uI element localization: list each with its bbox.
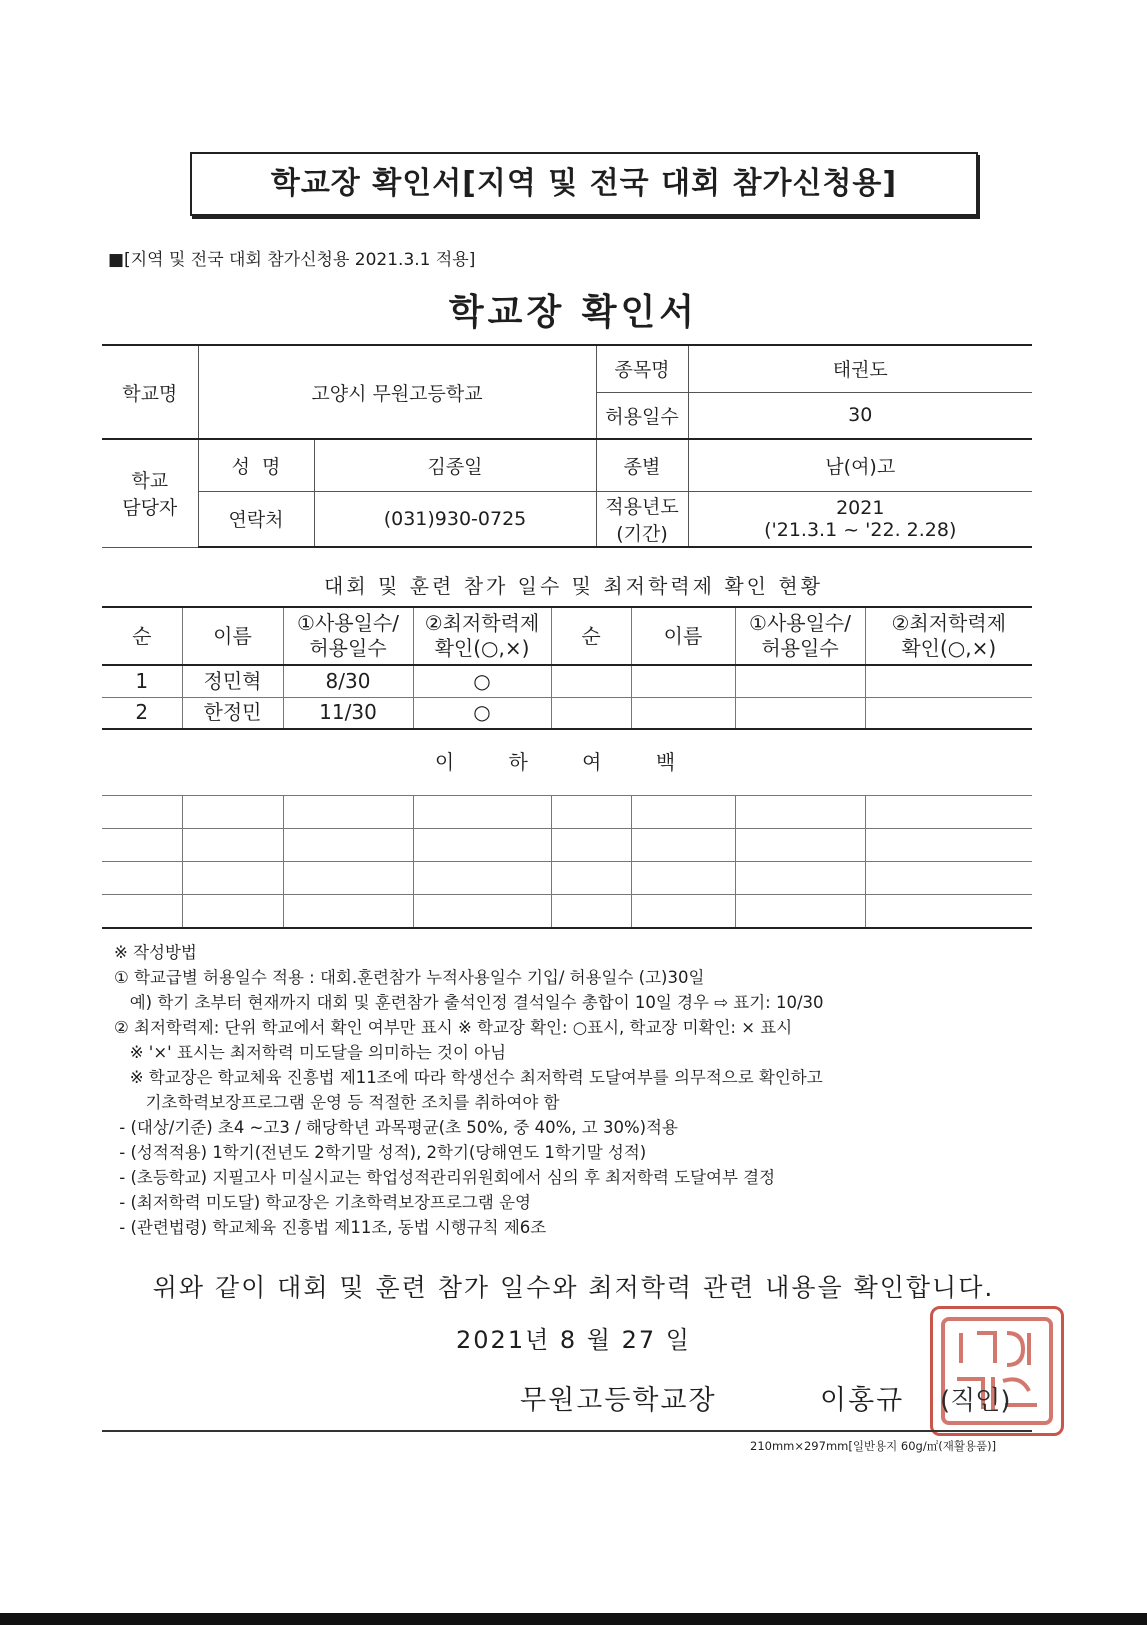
- empty-cell: [735, 861, 865, 894]
- school-info-table: [102, 344, 1032, 548]
- year-label: [596, 491, 688, 547]
- header-min-line-1: ②최저학력제: [424, 611, 540, 635]
- empty-cell: [102, 894, 182, 928]
- empty-cell: [631, 697, 735, 729]
- header-note: ■[지역 및 전국 대회 참가신청용 2021.3.1 적용]: [108, 250, 476, 270]
- empty-cell: [413, 894, 551, 928]
- row-confirm: ○: [413, 697, 551, 729]
- empty-cell: [283, 828, 413, 861]
- event-label: 종목명: [596, 345, 688, 392]
- section-heading: 대회 및 훈련 참가 일수 및 최저학력제 확인 현황: [324, 574, 823, 598]
- empty-cell: [413, 828, 551, 861]
- form-title: 학교장 확인서[지역 및 전국 대회 참가신청용]: [270, 166, 898, 201]
- instruction-line: - (관련법령) 학교체육 진흥법 제11조, 동법 시행규칙 제6조: [114, 1218, 547, 1237]
- empty-cell: [735, 828, 865, 861]
- staff-name-label: 성 명: [198, 439, 314, 491]
- staff-name-value: 김종일: [314, 439, 596, 491]
- staff-label: [102, 439, 198, 547]
- header-name: 이름: [182, 607, 283, 665]
- bottom-divider: [102, 1430, 1032, 1432]
- staff-label-line-1: 학교: [131, 470, 169, 493]
- bottom-scan-edge: [0, 1613, 1147, 1625]
- issue-date: 2021년 8 월 27 일: [456, 1326, 691, 1354]
- header-min-line-2: 확인(○,×): [434, 636, 530, 660]
- period-value: ('21.3.1 ~ '22. 2.28): [764, 518, 957, 541]
- header-name-2: 이름: [631, 607, 735, 665]
- instruction-line: 기초학력보장프로그램 운영 등 적절한 조치를 취하여야 함: [114, 1093, 560, 1112]
- staff-label-line-2: 담당자: [122, 497, 178, 520]
- header-min-2: [865, 607, 1032, 665]
- header-min: [413, 607, 551, 665]
- empty-cell: [551, 665, 631, 697]
- empty-cell: [865, 894, 1032, 928]
- category-value: 남(여)고: [688, 439, 1032, 491]
- empty-cell: [283, 795, 413, 828]
- empty-row: [102, 894, 1032, 928]
- row-confirm: ○: [413, 665, 551, 697]
- seal-label: (직인): [940, 1386, 1011, 1416]
- empty-row: [102, 828, 1032, 861]
- empty-cell: [413, 861, 551, 894]
- empty-cell: [102, 861, 182, 894]
- empty-cell: [283, 894, 413, 928]
- blank-note: 이 하 여 백: [102, 729, 1032, 795]
- instruction-line: - (최저학력 미도달) 학교장은 기초학력보장프로그램 운영: [114, 1193, 531, 1212]
- empty-cell: [551, 828, 631, 861]
- header-days-line-1: ①사용일수/: [297, 611, 399, 635]
- header-no-2: 순: [551, 607, 631, 665]
- year-value: 2021: [836, 496, 885, 519]
- empty-cell: [551, 697, 631, 729]
- header-days-2-line-2: 허용일수: [761, 636, 839, 660]
- signatory-school: 무원고등학교장: [520, 1385, 717, 1416]
- row-no: 2: [102, 697, 182, 729]
- empty-cell: [865, 697, 1032, 729]
- empty-cell: [102, 795, 182, 828]
- empty-cell: [631, 828, 735, 861]
- empty-cell: [283, 861, 413, 894]
- empty-cell: [631, 861, 735, 894]
- school-name-label: 학교명: [102, 345, 198, 439]
- instruction-line: - (성적적용) 1학기(전년도 2학기말 성적), 2학기(당해연도 1학기말 성적): [114, 1143, 647, 1162]
- instructions-title: ※ 작성방법: [114, 943, 197, 962]
- empty-cell: [551, 894, 631, 928]
- empty-cell: [865, 795, 1032, 828]
- year-label-line-2: (기간): [616, 522, 668, 545]
- empty-cell: [865, 861, 1032, 894]
- empty-cell: [631, 665, 735, 697]
- header-days: [283, 607, 413, 665]
- header-min-2-line-1: ②최저학력제: [891, 611, 1007, 635]
- category-label: 종별: [596, 439, 688, 491]
- event-value: 태권도: [688, 345, 1032, 392]
- empty-cell: [865, 665, 1032, 697]
- school-name-value: 고양시 무원고등학교: [198, 345, 596, 439]
- row-days: 11/30: [283, 697, 413, 729]
- row-days: 8/30: [283, 665, 413, 697]
- instruction-line: 예) 학기 초부터 현재까지 대회 및 훈련참가 출석인정 결석일수 총합이 10일 경우 ⇨ 표기: 10/30: [114, 993, 824, 1012]
- form-title-box: [190, 152, 978, 216]
- table-row: [102, 697, 1032, 729]
- instruction-line: ※ 학교장은 학교체육 진흥법 제11조에 따라 학생선수 최저학력 도달여부를 의무적으로 확인하고: [114, 1068, 823, 1087]
- header-min-2-line-2: 확인(○,×): [901, 636, 997, 660]
- row-name: 정민혁: [182, 665, 283, 697]
- instruction-line: ① 학교급별 허용일수 적용 : 대회.훈련참가 누적사용일수 기입/ 허용일수 (고)30일: [114, 968, 705, 987]
- instruction-line: - (초등학교) 지필고사 미실시교는 학업성적관리위원회에서 심의 후 최저학력 도달여부 결정: [114, 1168, 776, 1187]
- row-name: 한정민: [182, 697, 283, 729]
- header-days-line-2: 허용일수: [309, 636, 387, 660]
- instruction-line: ② 최저학력제: 단위 학교에서 확인 여부만 표시 ※ 학교장 확인: ○표시, 학교장 미확인: × 표시: [114, 1018, 793, 1037]
- empty-cell: [182, 828, 283, 861]
- instruction-line: ※ '×' 표시는 최저학력 미도달을 의미하는 것이 아님: [114, 1043, 507, 1062]
- empty-cell: [735, 795, 865, 828]
- empty-cell: [182, 795, 283, 828]
- year-value-cell: [688, 491, 1032, 547]
- instructions: [114, 940, 1044, 1240]
- allowed-days-label: 허용일수: [596, 392, 688, 439]
- empty-cell: [735, 665, 865, 697]
- empty-row: [102, 795, 1032, 828]
- instruction-line: - (대상/기준) 초4 ~고3 / 해당학년 과목평균(초 50%, 중 40%, 고 30%)적용: [114, 1118, 678, 1137]
- empty-cell: [102, 828, 182, 861]
- contact-label: 연락처: [198, 491, 314, 547]
- header-days-2-line-1: ①사용일수/: [749, 611, 851, 635]
- empty-cell: [735, 697, 865, 729]
- empty-cell: [631, 795, 735, 828]
- empty-cell: [551, 795, 631, 828]
- empty-cell: [413, 795, 551, 828]
- empty-cell: [735, 894, 865, 928]
- empty-cell: [551, 861, 631, 894]
- header-days-2: [735, 607, 865, 665]
- contact-value: (031)930-0725: [314, 491, 596, 547]
- paper-spec: 210mm×297mm[일반용지 60g/㎡(재활용품)]: [750, 1439, 997, 1453]
- empty-cell: [865, 828, 1032, 861]
- participation-table: [102, 606, 1032, 929]
- empty-cell: [182, 861, 283, 894]
- empty-cell: [182, 894, 283, 928]
- row-no: 1: [102, 665, 182, 697]
- empty-row: [102, 861, 1032, 894]
- year-label-line-1: 적용년도: [605, 495, 679, 518]
- header-no: 순: [102, 607, 182, 665]
- table-row: [102, 665, 1032, 697]
- signatory-name: 이홍규: [820, 1385, 905, 1416]
- confirmation-statement: 위와 같이 대회 및 훈련 참가 일수와 최저학력 관련 내용을 확인합니다.: [152, 1273, 995, 1302]
- allowed-days-value: 30: [688, 392, 1032, 439]
- document-title: 학교장 확인서: [448, 292, 699, 333]
- empty-cell: [631, 894, 735, 928]
